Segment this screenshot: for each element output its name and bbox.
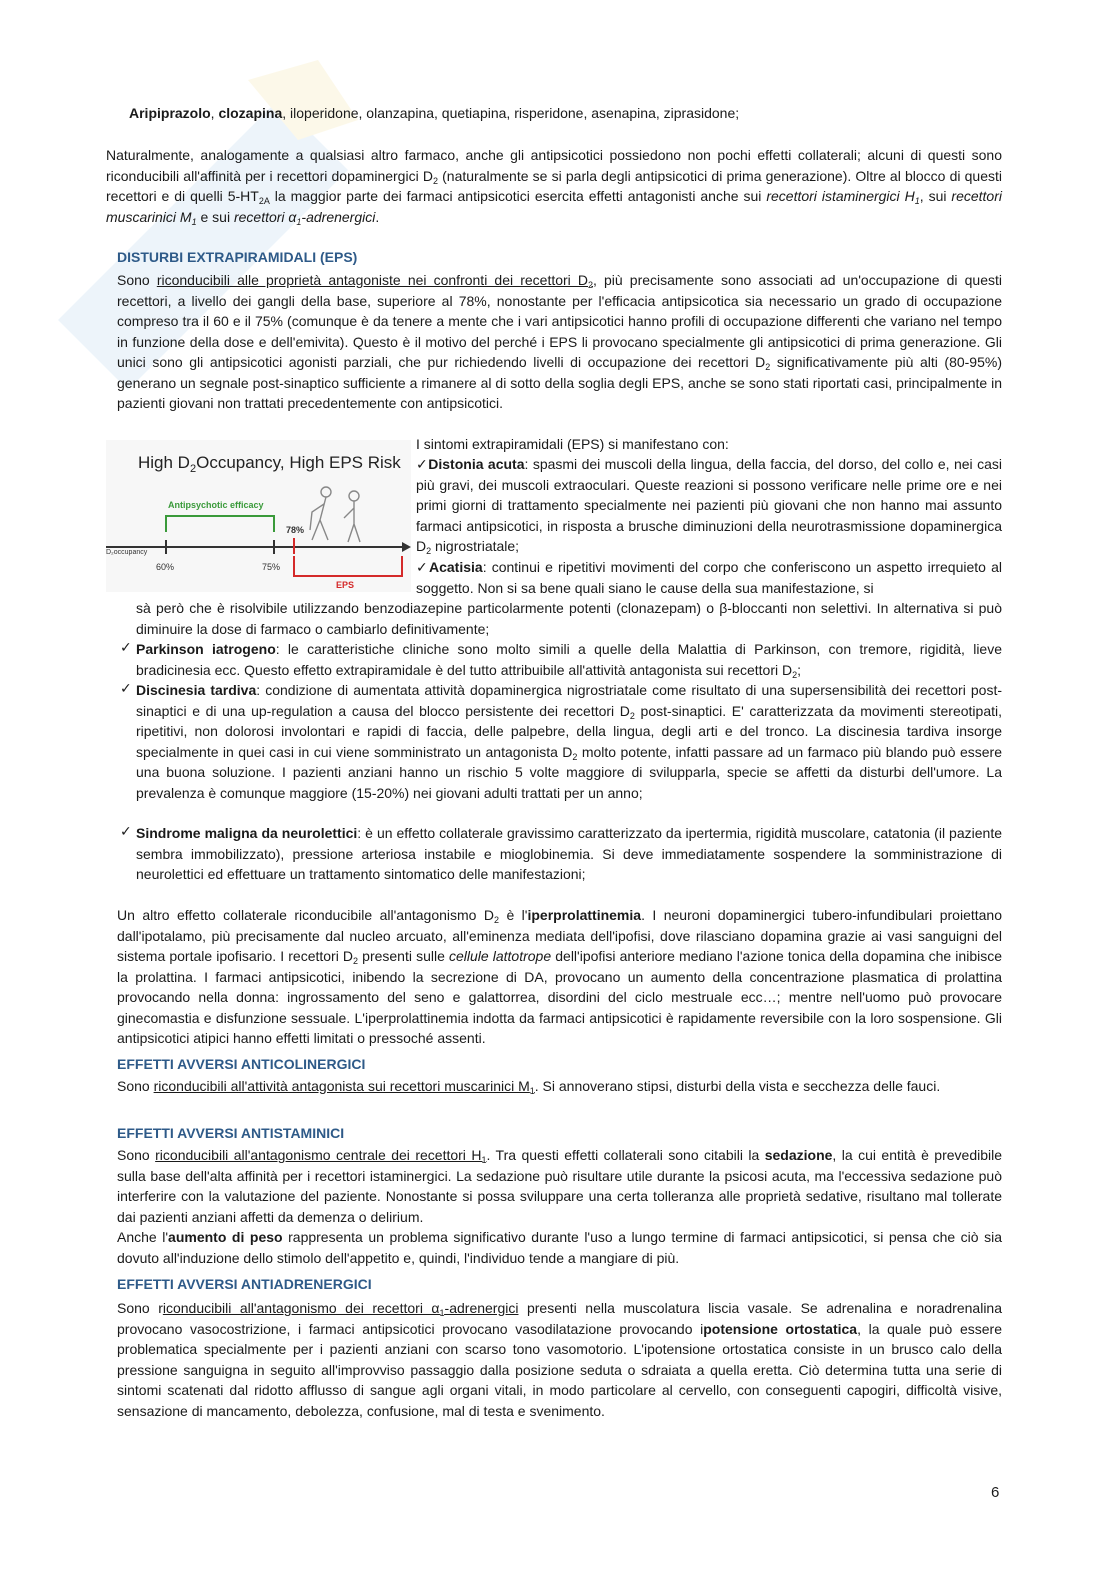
efficacy-bracket	[166, 516, 274, 532]
parkinson-item: Parkinson iatrogeno: le caratteristiche cliniche sono molto simili a quelle della Malattia di Parkinson, con tremore, rigidità, lieve bradicinesia ecc. Questo effetto extrapiramidale è del tutto attribuibile all'attività antagonista sui recettori $D_2$;	[136, 641, 1003, 680]
eps-heading: DISTURBI EXTRAPIRAMIDALI (EPS)	[117, 249, 358, 265]
check-icon: ✓	[120, 823, 132, 839]
patient-illustration	[310, 487, 360, 542]
check-icon: ✓	[120, 680, 132, 696]
svg-text:High D2Occupancy, High EPS Ris	[138, 453, 401, 475]
acatisia-item: ✓Acatisia: continui e ripetitivi movimenti del corpo che conferiscono un aspetto irrequieto al soggetto. Non si sa bene quali siano le cause della sua manifestazione, si	[416, 559, 1002, 596]
tick-78-label: 78%	[286, 525, 305, 535]
anticolinergici-heading: EFFETTI AVVERSI ANTICOLINERGICI	[117, 1056, 366, 1072]
occupancy-figure	[106, 440, 411, 592]
antiadrenergici-heading: EFFETTI AVVERSI ANTIADRENERGICI	[117, 1276, 372, 1292]
tick-60-label: 60%	[156, 562, 175, 572]
page-number: 6	[991, 1484, 1000, 1501]
antistaminici-paragraph: Sono riconducibili all'antagonismo centrale dei recettori $H_1$. Tra questi effetti collaterali sono citabili la sedazione, la cui entità è prevedibile sulla base dell'alta affinità per i recettori istaminergici. La sedazione può risultare utile durante la psicosi acuta, ma l'eccessiva sedazione può interferire con la valutazione del paziente. Nonostante si possa sviluppare una certa tolleranza alle proprietà sedative, risultano mal tollerate dai pazienti anziani affetti da demenza o delirium. Anche l'aumento di peso rappresenta un problema significativo durante l'uso a lungo termine di farmaci antipsicotici, si pensa che ciò sia dovuto all'induzione dello stimolo dell'appetito e, quindi, l'individuo tende a mangiare di più.	[117, 1147, 1003, 1266]
eps-bracket	[294, 556, 402, 576]
figure-title-a: High D	[138, 453, 190, 472]
axis-arrow	[402, 542, 411, 552]
occupancy-diagram	[106, 440, 411, 592]
distonia-item: ✓Distonia acuta: spasmi dei muscoli della lingua, della faccia, del dorso, del collo e, nei casi più gravi, dei muscoli extraoculari. Queste reazioni si possono verificare nelle prime ore e nei primi giorni di trattamento specialmente nei pazienti più giovani che non hanno mai assunto farmaci antipsicotici, in risposta a brusche diminuzioni della neurotrasmissione dopaminergica $D_2$ nigrostriatale;	[416, 456, 1002, 556]
tick-75-label: 75%	[262, 562, 281, 572]
acatisia-continued: sà però che è risolvibile utilizzando benzodiazepine particolarmente potenti (clonazepam) o β-bloccanti non selettivi. In alternativa si può diminuire la dose di farmaco o cambiarlo definitivamente;	[136, 600, 1002, 637]
prolattina-paragraph: Un altro effetto collaterale riconducibile all'antagonismo $D_2$ è l'iperprolattinemia. I neuroni dopaminergici tubero-infundibulari proiettano dall'ipotalamo, più precisamente dal nucleo arcuato, all'eminenza mediata dell'ipofisi, dove rilasciano dopamina grazie ai vasi sanguigni del sistema portale ipofisario. I recettori $D_2$ presenti sulle cellule lattotrope dell'ipofisi anteriore mediano l'azione tonica della dopamina che inibisce la prolattina. I farmaci antipsicotici, inibendo la secrezione di DA, provocano un aumento della concentrazione plasmatica di prolattina provocando nella donna: ingrossamento del seno e galattorrea, disordini del ciclo mestruale ecc…; mentre nell'uomo può provocare ginecomastia e disfunzione sessuale. L'iperprolattinemia indotta da farmaci antipsicotici è rapidamente reversibile con la loro sospensione. Gli antipsicotici atipici hanno effetti limitati o pressoché assenti.	[117, 907, 1002, 1046]
anticolinergici-paragraph: Sono riconducibili all'attività antagonista sui recettori muscarinici $M_1$. Si annoverano stipsi, disturbi della vista e secchezza delle fauci.	[117, 1078, 941, 1096]
discinesia-item: Discinesia tardiva: condizione di aumentata attività dopaminergica nigrostriatale come risultato di una supersensibilità dei recettori post-sinaptici e di una up-regulation a causa del blocco persistente dei recettori $D_2$ post-sinaptici. E' caratterizzata da movimenti stereotipati, ripetitivi, non dolorosi involontari e rapidi di faccia, delle palpebre, della lingua, degli arti e del tronco. La discinesia tardiva insorge specialmente in quei casi in cui viene somministrato un antagonista $D_2$ molto potente, infatti passare ad un farmaco più blando può essere una buona soluzione. I pazienti anziani hanno un rischio 5 volte maggiore di svilupparla, specie se affetti da disturbi dell'umore. La prevalenza è comunque maggiore (15-20%) nei giovani adulti trattati per un anno;	[136, 682, 1003, 801]
axis-label: D₂occupancy	[106, 549, 148, 556]
antiadrenergici-paragraph: Sono riconducibili all'antagonismo dei recettori $\alpha_1$-adrenergici presenti nella muscolatura liscia vasale. Se adrenalina e noradrenalina provocano vasocostrizione, i farmaci antipsicotici provocano vasodilatazione provocando ipotensione ortostatica, la quale può essere problematica specialmente per i pazienti anziani con scarso tono vasomotorio. L'ipotensione ortostatica consiste in un brusco calo della pressione sanguigna in seguito all'improvviso passaggio dalla posizione seduta o sdraiata a quella eretta. Ciò determina tutta una serie di sintomi scatenati dal ridotto afflusso di sangue agli organi vitali, in modo particolare al cervello, con conseguenti capogiri, difficoltà visive, sensazione di mancamento, debolezza, confusione, mal di testa e svenimento.	[117, 1300, 1002, 1419]
figure-title-b: Occupancy, High EPS Risk	[196, 453, 401, 472]
antistaminici-heading: EFFETTI AVVERSI ANTISTAMINICI	[117, 1125, 345, 1141]
eps-label: EPS	[336, 580, 355, 590]
figure-title-sub: 2	[189, 463, 197, 475]
sindrome-item: Sindrome maligna da neurolettici: è un effetto collaterale gravissimo caratterizzato da ipertermia, rigidità muscolare, catatonia (il paziente sembra immobilizzato), pressione arteriosa instabile e mioglobinemia. Si deve immediatamente sospendere la somministrazione di neurolettici ed effettuare un trattamento sintomatico delle manifestazioni;	[136, 825, 1002, 882]
eps-paragraph: Sono riconducibili alle proprietà antagoniste nei confronti dei recettori $D_2$, più precisamente sono associati ad un'occupazione di questi recettori, a livello dei gangli della base, superiore al 78%, nonostante per l'efficacia antipsicotica sia necessario un grado di occupazione compreso tra il 60 e il 75% (comunque è da tenere a mente che i vari antipsicotici hanno profili di occupazione differenti che variano nel tempo in funzione della dose e dell'emivita). Questo è il motivo del perché i EPS li provocano specialmente gli antipsicotici di prima generazione. Gli unici sono gli antipsicotici agonisti parziali, che pur richiedendo livelli di occupazione dei recettori $D_2$ significativamente più alti (80-95%) generano un segnale post-sinaptico sufficiente a rimanere al di sotto della soglia degli EPS, anche se sono stati riportati casi, principalmente in pazienti giovani non trattati precedentemente con antipsicotici.	[117, 272, 1002, 411]
intro-paragraph: Naturalmente, analogamente a qualsiasi altro farmaco, anche gli antipsicotici possiedono non pochi effetti collaterali; alcuni di questi sono riconducibili all'affinità per i recettori dopaminergici $D_2$ (naturalmente se si parla degli antipsicotici di prima generazione). Oltre al blocco di questi recettori e di quelli $5-HT_{2A}$ la maggior parte dei farmaci antipsicotici esercita effetti antagonisti anche sui recettori istaminergici $H_1$, sui recettori muscarinici $M_1$ e sui recettori $\alpha_1$-adrenergici.	[106, 147, 1003, 227]
efficacy-label: Antipsychotic efficacy	[168, 500, 264, 510]
drug-list: Aripiprazolo, clozapina, iloperidone, olanzapina, quetiapina, risperidone, asenapina, ziprasidone;	[129, 105, 740, 121]
symptoms-intro: I sintomi extrapiramidali (EPS) si manifestano con:	[416, 436, 729, 452]
check-icon: ✓	[120, 639, 132, 655]
